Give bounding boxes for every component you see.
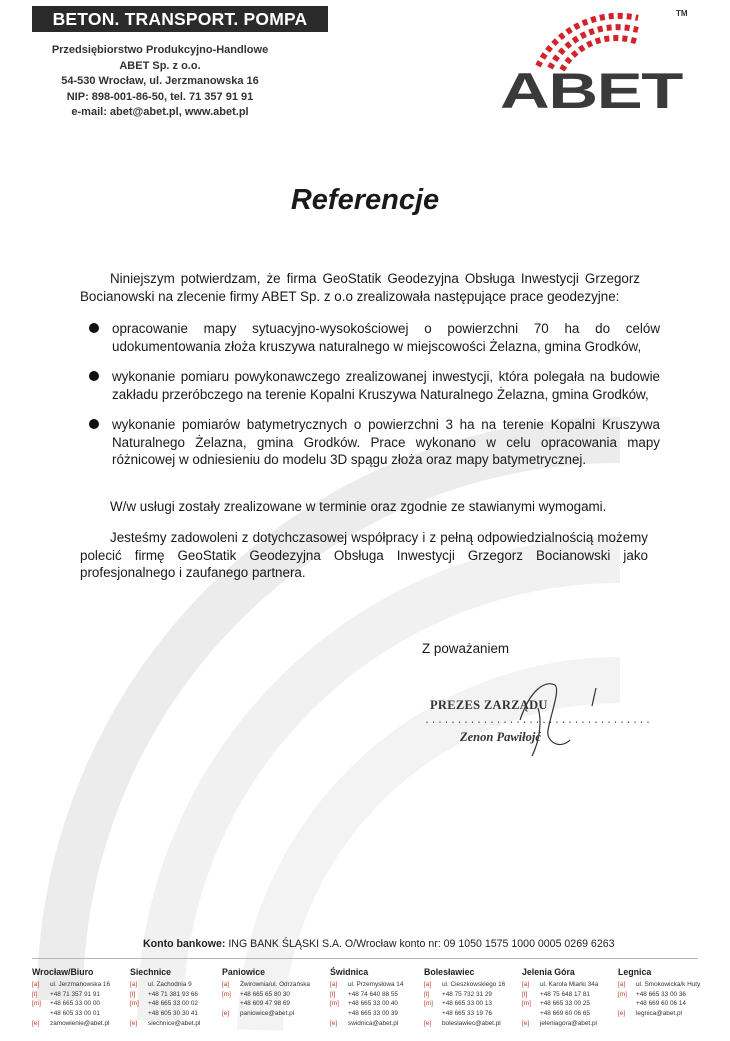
company-address-block — [32, 43, 288, 121]
work-list — [80, 320, 660, 469]
branch-column — [222, 967, 330, 1029]
bank-account — [143, 938, 615, 950]
branch-row: [e] swidnica@abet.pl — [330, 1019, 399, 1027]
signature-line: ................................... — [424, 716, 652, 727]
branch-row: [e] siechnice@abet.pl — [130, 1019, 201, 1027]
branch-row: +48 669 60 06 65 — [540, 1010, 590, 1018]
footer-divider — [32, 958, 698, 959]
branch-footer — [32, 967, 702, 1029]
branch-row: +48 605 30 30 41 — [148, 1010, 198, 1018]
company-tagline: BETON. TRANSPORT. POMPA — [32, 6, 328, 32]
list-item-text: opracowanie mapy sytuacyjno-wysokościowej o powierzchni 70 ha do celów udokumentowania złoża kruszywa naturalnego w miejscowości Żelazna, gmina Grodków, — [112, 321, 660, 354]
company-line: 54-530 Wrocław, ul. Jerzmanowska 16 — [61, 75, 259, 88]
branch-name: Wrocław/Biuro — [32, 967, 94, 977]
branch-row: [m] +48 665 33 00 36 — [618, 990, 686, 998]
signature-stamp — [420, 680, 652, 760]
company-line: Przedsiębiorstwo Produkcyjno-Handlowe — [51, 44, 269, 56]
branch-row: [a] ul. Jerzmanowska 16 — [32, 981, 111, 988]
signature-scribble — [420, 680, 630, 760]
branch-row: [a] ul. Zachodnia 9 — [130, 981, 192, 988]
closing-salutation: Z poważaniem — [422, 641, 510, 656]
branch-row: [t] +48 75 732 31 29 — [424, 990, 492, 998]
branch-row: [m] +48 665 33 00 02 — [130, 1000, 198, 1008]
branch-name: Legnica — [618, 967, 652, 977]
branch-column — [130, 967, 222, 1029]
branch-row: +48 665 33 19 76 — [442, 1010, 492, 1018]
recommendation-paragraph: Jesteśmy zadowoleni z dotychczasowej współpracy i z pełną odpowiedzialnością możemy polecić firmę GeoStatik Geodezyjna Obsługa Inwestycji Grzegorz Bocianowski jako profesjonalnego i zaufanego partnera. — [80, 530, 648, 580]
branch-row: [a] ul. Cieszkowskiego 16 — [424, 981, 506, 988]
branch-row: [e] paniowice@abet.pl — [222, 1010, 295, 1018]
branch-name: Bolesławiec — [424, 967, 475, 977]
branch-name: Świdnica — [330, 967, 369, 977]
branch-row: +48 609 47 98 69 — [240, 1000, 290, 1008]
abet-arcs-logo-icon — [498, 8, 688, 114]
abet-logo — [498, 8, 688, 114]
list-item — [80, 368, 660, 403]
branch-row: [t] +48 71 357 91 91 — [32, 990, 100, 998]
bullet-icon — [89, 323, 99, 333]
bank-label: Konto bankowe: — [143, 938, 226, 950]
branch-row: [e] legnica@abet.pl — [618, 1010, 682, 1018]
branch-row: [a] ul. Karola Miarki 34a — [522, 981, 599, 988]
stamp-role: PREZES ZARZĄDU — [430, 698, 548, 712]
list-item — [80, 320, 660, 355]
bullet-icon — [89, 419, 99, 429]
branch-row: [e] boleslawiec@abet.pl — [424, 1019, 501, 1027]
branch-row: [t] +48 71 381 93 66 — [130, 990, 198, 998]
trademark-label: TM — [676, 9, 688, 18]
branch-column — [424, 967, 522, 1029]
services-paragraph: W/w usługi zostały zrealizowane w terminie oraz zgodnie ze stawianymi wymogami. — [110, 499, 607, 514]
branch-row: [t] +48 75 648 17 81 — [522, 990, 590, 998]
branch-row: [t] +48 74 640 88 55 — [330, 990, 398, 998]
branch-column — [522, 967, 618, 1029]
branch-row: [m] +48 665 33 00 13 — [424, 1000, 492, 1008]
branch-row: [m] +48 665 33 00 40 — [330, 1000, 398, 1008]
branch-name: Siechnice — [130, 967, 172, 977]
branch-column — [32, 967, 130, 1029]
branch-row: [m] +48 665 33 00 00 — [32, 1000, 100, 1008]
bullet-icon — [89, 371, 99, 381]
branch-row: [e] jeleniagora@abet.pl — [522, 1019, 597, 1027]
branch-row: [m] +48 665 65 80 30 — [222, 990, 290, 998]
bank-value: ING BANK ŚLĄSKI S.A. O/Wrocław konto nr: 09 1050 1575 1000 0005 0269 6263 — [228, 938, 615, 950]
company-line: NIP: 898-001-86-50, tel. 71 357 91 91 — [66, 90, 254, 103]
logo-text: ABET — [500, 63, 683, 114]
branch-row: [a] ul. Przemysłowa 14 — [330, 981, 404, 988]
branch-row: [a] Żwirownia/ul. Odrzańska — [222, 981, 310, 988]
letter-title: Referencje — [290, 184, 440, 216]
list-item-text: wykonanie pomiarów batymetrycznych o powierzchni 3 ha na terenie Kopalni Kruszywa Naturalnego Żelazna, gmina Grodków. Prace wykonano w celu opracowania mapy różnicowej w odniesieniu do modelu 3D spągu złoża oraz mapy batymetrycznej. — [112, 417, 660, 467]
branch-row: +48 669 60 06 14 — [636, 1000, 686, 1008]
branch-row: [e] zamowienie@abet.pl — [32, 1019, 110, 1027]
list-item — [80, 416, 660, 469]
stamp-name: Zenon Pawiłojć — [460, 730, 541, 744]
branch-row: [a] ul. Smokowicka/k Huty — [618, 981, 701, 988]
branch-column — [618, 967, 702, 1029]
branch-row: +48 605 33 00 01 — [50, 1010, 100, 1018]
branch-row: +48 665 33 00 39 — [348, 1010, 398, 1018]
list-item-text: wykonanie pomiaru powykonawczego zrealizowanej inwestycji, która polegała na budowie zakładu przeróbczego na terenie Kopalni Kruszywa Naturalnego Żelazna, gmina Grodków, — [112, 369, 660, 402]
branch-column — [330, 967, 424, 1029]
branch-row: [m] +48 665 33 00 25 — [522, 1000, 590, 1008]
branch-name: Jelenia Góra — [522, 967, 575, 977]
company-line: ABET Sp. z o.o. — [119, 59, 201, 72]
branch-name: Paniowice — [222, 967, 266, 977]
intro-paragraph: Niniejszym potwierdzam, że firma GeoStatik Geodezyjna Obsługa Inwestycji Grzegorz Bocianowski na zlecenie firmy ABET Sp. z o.o zrealizowała następujące prace geodezyjne: — [80, 271, 640, 304]
company-line: e-mail: abet@abet.pl, www.abet.pl — [71, 106, 249, 119]
